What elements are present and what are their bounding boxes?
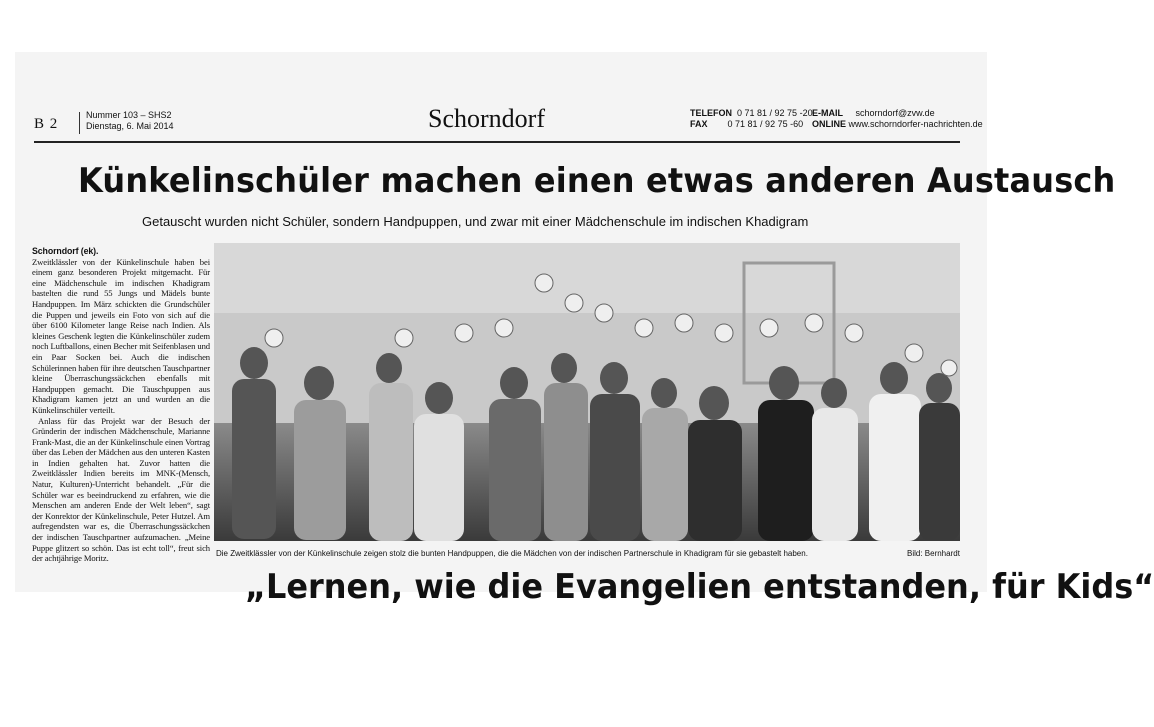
next-article-headline-text: „Lernen, wie die Evangelien entstanden, für Kids“ [245,567,1154,607]
contact-phone-fax [690,108,813,130]
header-divider [79,112,80,134]
fax-label: FAX [690,119,708,129]
email-value: schorndorf@zvw.de [855,108,935,118]
fax-value: 0 71 81 / 92 75 -60 [727,119,804,129]
photo-credit: Bild: Bernhardt [907,549,960,558]
next-article-headline-cropped [245,567,1154,607]
page-number: B 2 [34,116,59,132]
photo-children-with-puppets [214,243,960,541]
header-rule [34,141,960,143]
issue-info [86,110,174,132]
article-paragraph: Anlass für das Projekt war der Besuch der Gründerin der indischen Mädchenschule, Marianne Frank-Mast, die an der Künkelinschule einen Vortrag über das Leben der Mädchen aus den unteren Kasten in Indien gehalten hat. Zuvor hatten die Zweitklässler Indien bereits im MNK-(Mensch, Natur, Kulturen)-Unterricht behandelt. „Für die Schüler war es beeindruckend zu erfahren, wie die Menschen am anderen Ende der Welt leben“, sagt der Konrektor der Künkelinschule, Peter Hutzel. Am aufregendsten war es, die Überraschungssäckchen der indischen Tauschpartner aufzumachen. „Meine Puppe glitzert so schön. Das ist echt toll“, freut sich der achtjährige Moritz. [32,415,210,564]
photo-caption: Die Zweitklässler von der Künkelinschule zeigen stolz die bunten Handpuppen, die die Mädchen von der indischen Partnerschule in Khadigram für sie gebastelt haben. [216,549,808,558]
article-subheadline: Getauscht wurden nicht Schüler, sondern Handpuppen, und zwar mit einer Mädchenschule im indischen Khadigram [142,214,809,229]
article-body [32,246,210,564]
article-headline: Künkelinschüler machen einen etwas anderen Austausch [78,161,1116,201]
article-paragraph [32,246,210,416]
email-label: E-MAIL [812,108,843,118]
article-photo [214,243,960,541]
contact-email-online [812,108,983,130]
online-label: ONLINE [812,119,847,129]
article-paragraph-text: Zweitklässler von der Künkelinschule haben bei einem ganz besonderen Projekt mitgemacht. Für eine Mädchenschule im indischen Khadigram bastelten die rund 55 Jungs und Mädels bunte Handpuppen. Im März schickten die Grundschüler die Puppen und jeweils ein Foto von sich auf die über 6100 Kilometer lange Reise nach Indien. Als kleines Geschenk legten die Künkelinschüler zudem noch Luftballons, einen Becher mit Seifenblasen und ein Paar Socken bei. Auch die indischen Schülerinnen haben für ihre deutschen Tauschpartner kleine Überraschungssäckchen ebenfalls mit Handpuppen gemacht. Die Tauschpuppen aus Khadigram kamen jetzt an und wurden an die Künkelinschüler verteilt. [32,256,210,415]
section-title: Schorndorf [428,104,545,133]
online-value: www.schorndorfer-nachrichten.de [848,119,983,129]
article-dateline: Schorndorf (ek). [32,246,99,256]
telefon-value: 0 71 81 / 92 75 -20 [737,108,813,118]
issue-date: Dienstag, 6. Mai 2014 [86,121,174,131]
issue-number: Nummer 103 – SHS2 [86,110,172,120]
telefon-label: TELEFON [690,108,732,118]
